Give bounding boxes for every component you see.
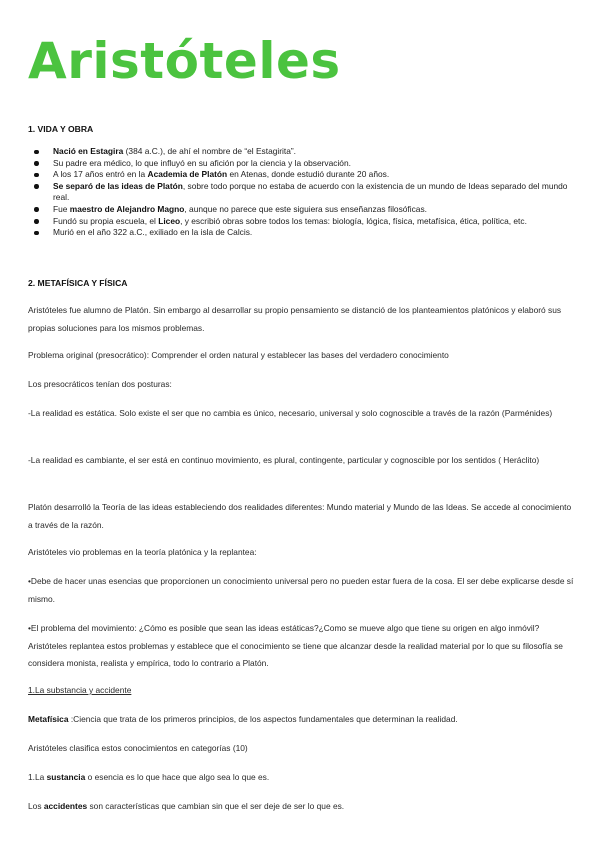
page-title: Aristóteles: [28, 32, 341, 90]
bullet-icon: [34, 231, 39, 236]
list-item: Se separó de las ideas de Platón, sobre todo porque no estaba de acuerdo con la existencia de un mundo de Ideas separado del mundo real.: [28, 181, 568, 204]
list-item: Fundó su propia escuela, el Liceo, y escribió obras sobre todos los temas: biología, lógica, física, metafísica, ética, política, etc.: [28, 216, 568, 228]
paragraph-metafisica: Metafísica :Ciencia que trata de los primeros principios, de los aspectos fundamentales que determinan la realidad.: [28, 714, 458, 724]
bullet-icon: [34, 184, 39, 189]
subheading-substancia: 1.La substancia y accidente: [28, 685, 132, 695]
paragraph-platon-ideas: Platón desarrolló la Teoría de las ideas estableciendo dos realidades diferentes: Mundo material y Mundo de las Ideas. Se accede al conocimiento a través de la razón.: [28, 502, 572, 530]
bullet-icon: [34, 173, 39, 178]
list-item: Fue maestro de Alejandro Magno, aunque no parece que este siguiera sus enseñanzas filosóficas.: [28, 204, 568, 216]
paragraph-sustancia: 1.La sustancia o esencia es lo que hace que algo sea lo que es.: [28, 772, 270, 782]
section-heading-metafisica: 2. METAFÍSICA Y FÍSICA: [28, 278, 128, 288]
list-item: Nació en Estagira (384 a.C.), de ahí el nombre de “el Estagirita”.: [28, 146, 568, 158]
paragraph-replantea: Aristóteles vio problemas en la teoría platónica y la replantea:: [28, 547, 257, 557]
paragraph-esencias: •Debe de hacer unas esencias que proporcionen un conocimiento universal pero no pueden estar fuera de la cosa. El ser debe explicarse desde sí mismo.: [28, 576, 574, 604]
bullet-icon: [34, 219, 39, 224]
bullet-icon: [34, 150, 39, 155]
paragraph-intro: Aristóteles fue alumno de Platón. Sin embargo al desarrollar su propio pensamiento se distanció de los planteamientos platónicos y elaboró sus propias soluciones para los mismos problemas.: [28, 305, 562, 333]
paragraph-accidentes: Los accidentes son características que cambian sin que el ser deje de ser lo que es.: [28, 801, 345, 811]
paragraph-posturas: Los presocráticos tenían dos posturas:: [28, 379, 172, 389]
bullet-icon: [34, 207, 39, 212]
paragraph-movimiento: •El problema del movimiento: ¿Cómo es posible que sean las ideas estáticas?¿Como se mueve algo que tiene su origen en algo inmóvil? Aristóteles replantea estos problemas y establece que el conocimiento se tiene que alcanzar desde la realidad material por lo que su filosofía se considera monista, realista y empírica, todo lo contrario a Platón.: [28, 623, 563, 668]
bullet-icon: [34, 161, 39, 166]
section-heading-vida-y-obra: 1. VIDA Y OBRA: [28, 124, 94, 134]
list-item: Su padre era médico, lo que influyó en su afición por la ciencia y la observación.: [28, 158, 568, 170]
list-item: Murió en el año 322 a.C., exiliado en la isla de Calcis.: [28, 227, 568, 239]
paragraph-heraclito: -La realidad es cambiante, el ser está en continuo movimiento, es plural, contingente, particular y cognoscible por los sentidos ( Heráclito): [28, 455, 540, 465]
paragraph-problema-original: Problema original (presocrático): Comprender el orden natural y establecer las bases del verdadero conocimiento: [28, 350, 449, 360]
list-item: A los 17 años entró en la Academia de Platón en Atenas, donde estudió durante 20 años.: [28, 169, 568, 181]
bullet-list-vida: [28, 146, 568, 239]
paragraph-parmenides: -La realidad es estática. Solo existe el ser que no cambia es único, necesario, universal y solo cognoscible a través de la razón (Parménides): [28, 408, 553, 418]
paragraph-categorias: Aristóteles clasifica estos conocimientos en categorías (10): [28, 743, 248, 753]
